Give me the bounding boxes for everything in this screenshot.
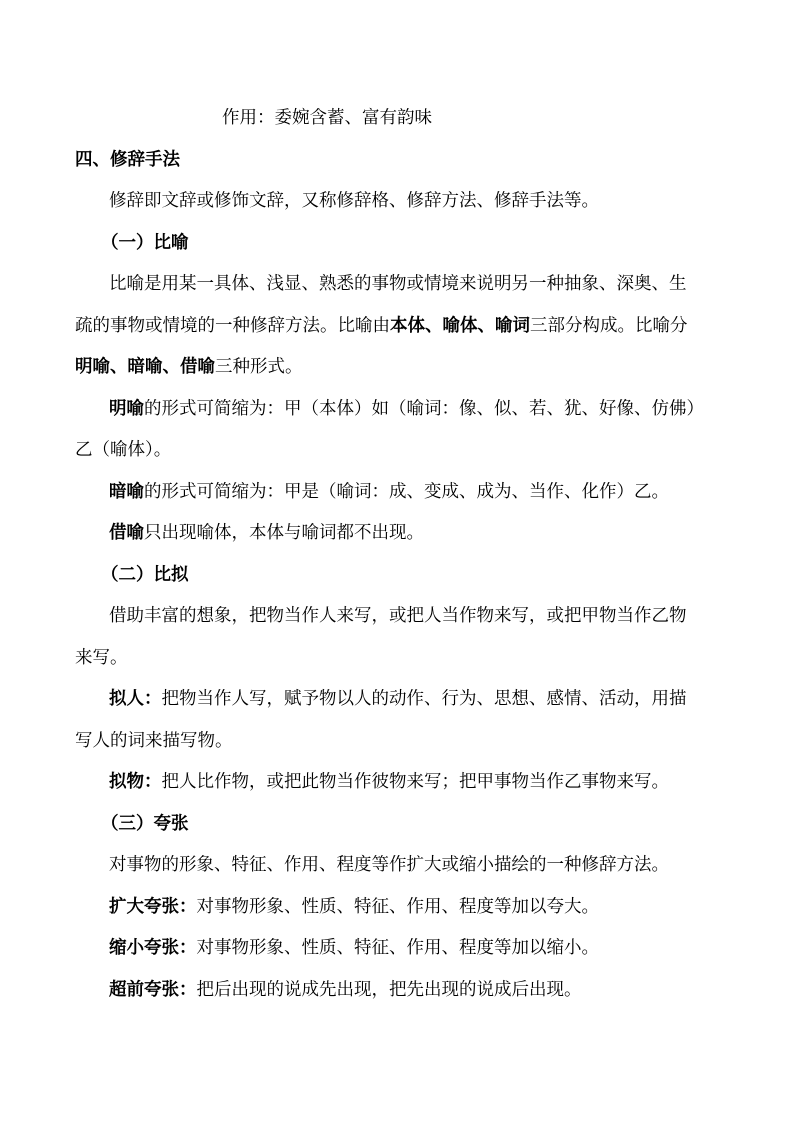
bold-run: 明喻、暗喻、借喻: [75, 357, 215, 377]
text-run: 三种形式。: [215, 357, 303, 377]
bold-run: 明喻: [109, 399, 144, 419]
simile-line-1: [109, 397, 704, 421]
anthropomorphism-line-1: [109, 687, 687, 711]
text-run: 三部分构成。比喻分: [530, 316, 688, 336]
text-run: 疏的事物或情境的一种修辞方法。比喻由: [75, 316, 390, 336]
heading-hyperbole: （三）夸张: [101, 814, 189, 834]
metaphor-para-line-3: [75, 355, 303, 379]
bold-run: 缩小夸张：: [109, 938, 197, 958]
metaphor-para-line-1: 比喻是用某一具体、浅显、熟悉的事物或情境来说明另一种抽象、深奥、生: [109, 274, 687, 294]
metonymy-line: [109, 521, 424, 545]
implicit-metaphor-line: [109, 480, 669, 504]
text-run: 把人比作物，或把此物当作彼物来写；把甲事物当作乙事物来写。: [161, 772, 669, 792]
text-run: 对事物形象、性质、特征、作用、程度等加以缩小。: [196, 938, 599, 958]
heading-personification: （二）比拟: [101, 565, 189, 585]
text-run: 只出现喻体，本体与喻词都不出现。: [144, 523, 424, 543]
text-run: 的形式可简缩为：甲是（喻词：成、变成、成为、当作、化作）乙。: [144, 482, 669, 502]
text-run: 的形式可简缩为：甲（本体）如（喻词：像、似、若、犹、好像、仿佛）: [144, 399, 704, 419]
diminishing-hyperbole-line: [109, 936, 599, 960]
bold-run: 暗喻: [109, 482, 144, 502]
personification-para-line-1: 借助丰富的想象，把物当作人来写，或把人当作物来写，或把甲物当作乙物: [109, 606, 687, 626]
bold-run: 拟物：: [109, 772, 162, 792]
text-run: 对事物形象、性质、特征、作用、程度等加以夸大。: [196, 897, 599, 917]
text-run: 把物当作人写，赋予物以人的动作、行为、思想、感情、活动，用描: [161, 689, 687, 709]
anthropomorphism-line-2: 写人的词来描写物。: [75, 731, 233, 751]
simile-line-2: 乙（喻体）。: [75, 440, 172, 460]
metaphor-para-line-2: [75, 314, 688, 338]
rhetoric-intro: 修辞即文辞或修饰文辞，又称修辞格、修辞方法、修辞手法等。: [109, 191, 599, 211]
bold-run: 扩大夸张：: [109, 897, 197, 917]
anticipatory-hyperbole-line: [109, 978, 582, 1002]
objectification-line: [109, 770, 669, 794]
heading-metaphor: （一）比喻: [101, 233, 189, 253]
bold-run: 本体、喻体、喻词: [390, 316, 530, 336]
amplifying-hyperbole-line: [109, 895, 599, 919]
personification-para-line-2: 来写。: [75, 648, 128, 668]
bold-run: 超前夸张：: [109, 980, 197, 1000]
section-title-rhetoric: 四、修辞手法: [75, 150, 180, 170]
function-line: 作用：委婉含蓄、富有韵味: [222, 108, 432, 128]
hyperbole-definition: 对事物的形象、特征、作用、程度等作扩大或缩小描绘的一种修辞方法。: [109, 855, 669, 875]
text-run: 把后出现的说成先出现，把先出现的说成后出现。: [196, 980, 582, 1000]
bold-run: 拟人：: [109, 689, 162, 709]
bold-run: 借喻: [109, 523, 144, 543]
